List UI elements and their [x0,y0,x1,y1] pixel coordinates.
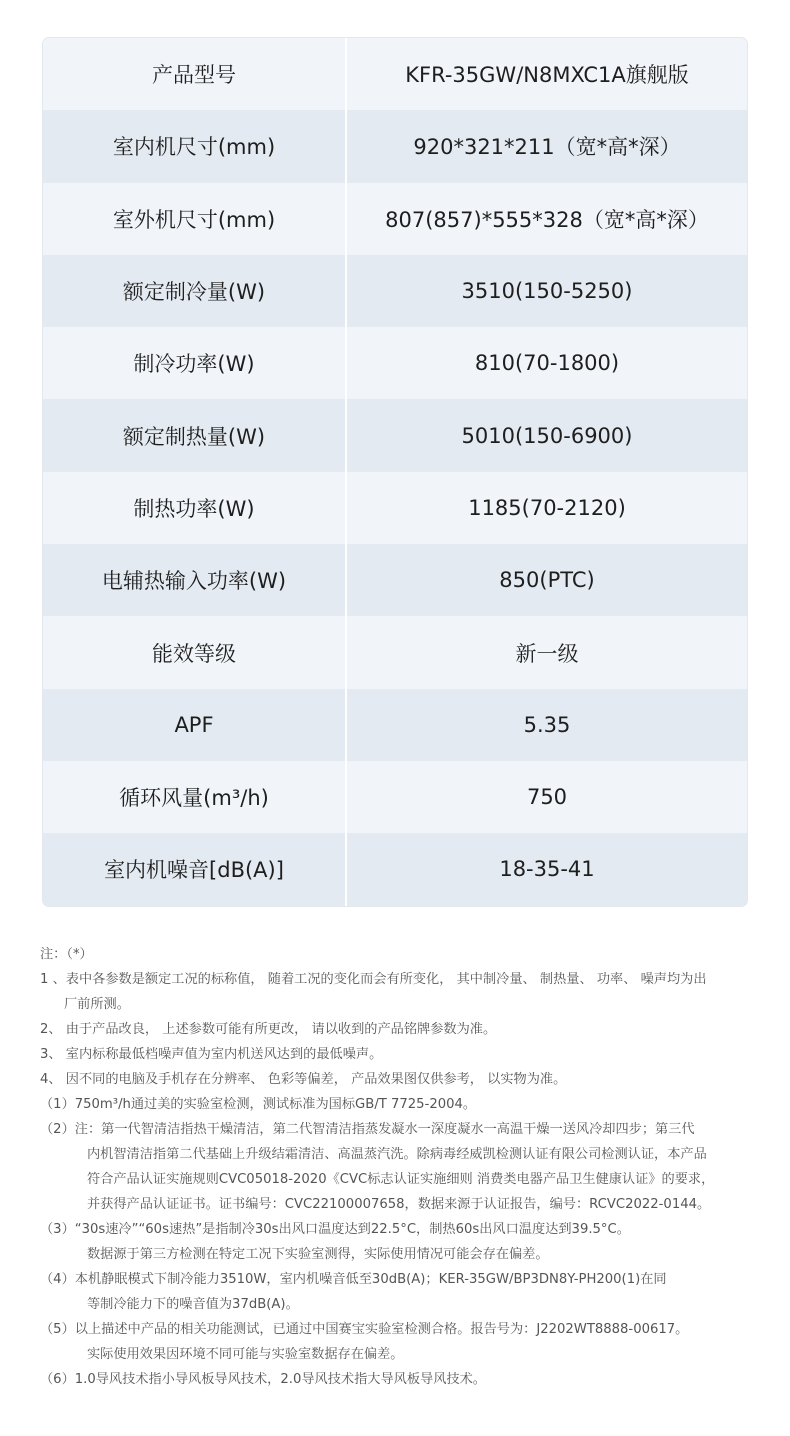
note-line: 1 、表中各参数是额定工况的标称值， 随着工况的变化而会有所变化， 其中制冷量、 制热量、 功率、 噪声均为出 [40,972,707,987]
spec-label: 制热功率(W) [43,472,347,544]
spec-row-airflow [43,761,747,833]
note-line: 符合产品认证实施规则CVC05018-2020《CVC标志认证实施细则 消费类电器产品卫生健康认证》的要求， [87,1172,715,1187]
spec-row-outdoor-size [43,183,747,255]
spec-value: 920*321*211（宽*高*深） [413,135,681,160]
spec-label: 制冷功率(W) [43,327,347,399]
spec-label: 能效等级 [43,616,347,688]
note-line: 4、 因不同的电脑及手机存在分辨率、 色彩等偏差， 产品效果图仅供参考， 以实物为准。 [40,1072,567,1087]
note-line: 并获得产品认证证书。证书编号：CVC22100007658，数据来源于认证报告，编号：RCVC2022-0144。 [87,1197,711,1212]
spec-value: KFR-35GW/N8MXC1A旗舰版 [405,63,689,88]
spec-label: 产品型号 [43,38,347,110]
note-line: 等制冷能力下的噪音值为37dB(A)。 [87,1297,299,1312]
note-line: （6）1.0导风技术指小导风板导风技术，2.0导风技术指大导风板导风技术。 [40,1372,486,1387]
note-line: （4）本机静眠模式下制冷能力3510W，室内机噪音低至30dB(A)；KER-35GW/BP3DN8Y-PH200(1)在同 [40,1272,667,1287]
spec-label: 电辅热输入功率(W) [43,544,347,616]
spec-label: 室内机噪音[dB(A)] [43,833,347,905]
spec-value: 新一级 [515,641,579,666]
spec-row-cooling-capacity [43,255,747,327]
spec-value: 850(PTC) [499,568,595,593]
spec-row-energy-grade [43,616,747,688]
note-line: 3、 室内标称最低档噪声值为室内机送风达到的最低噪声。 [40,1047,383,1062]
spec-value: 810(70-1800) [474,351,620,376]
spec-value: 5.35 [523,712,571,737]
note-line: 数据源于第三方检测在特定工况下实验室测得，实际使用情况可能会存在偏差。 [87,1247,549,1262]
spec-label: 室内机尺寸(mm) [43,110,347,182]
note-line: 厂前所测。 [64,997,130,1012]
spec-row-cooling-power [43,327,747,399]
spec-value: 750 [526,785,568,810]
spec-value: 5010(150-6900) [461,423,633,448]
note-line: 内机智清洁指第二代基础上升级结霜清洁、高温蒸汽洗。除病毒经威凯检测认证有限公司检测认证，本产品 [87,1147,707,1162]
footnotes-heading: 注：（*） [40,947,93,962]
spec-value: 3510(150-5250) [461,279,633,304]
note-line: 实际使用效果因环境不同可能与实验室数据存在偏差。 [87,1347,404,1362]
spec-label: 循环风量(m³/h) [43,761,347,833]
note-line: （1）750m³/h通过美的实验室检测，测试标准为国标GB/T 7725-2004。 [40,1097,477,1112]
note-line: （2）注：第一代智清洁指热干燥清洁，第二代智清洁指蒸发凝水一深度凝水一高温干燥一送风冷却四步；第三代 [40,1122,695,1137]
spec-value: 807(857)*555*328（宽*高*深） [385,207,709,232]
spec-row-model [43,38,747,110]
spec-row-noise [43,833,747,905]
footnotes [40,942,755,1392]
spec-row-indoor-size [43,110,747,182]
spec-value: 18-35-41 [499,857,595,882]
note-line: 2、 由于产品改良， 上述参数可能有所更改， 请以收到的产品铭牌参数为准。 [40,1022,497,1037]
spec-label: 额定制冷量(W) [43,255,347,327]
spec-label: 额定制热量(W) [43,399,347,471]
spec-row-heating-capacity [43,399,747,471]
spec-row-apf [43,689,747,761]
spec-label: 室外机尺寸(mm) [43,183,347,255]
spec-value: 1185(70-2120) [468,495,626,520]
note-line: （3）“30s速冷”“60s速热”是指制冷30s出风口温度达到22.5°C，制热60s出风口温度达到39.5°C。 [40,1222,630,1237]
note-line: （5）以上描述中产品的相关功能测试，已通过中国赛宝实验室检测合格。报告号为：J2202WT8888-00617。 [40,1322,689,1337]
spec-label: APF [43,689,347,761]
spec-table [43,38,747,906]
spec-row-aux-heater [43,544,747,616]
spec-row-heating-power [43,472,747,544]
